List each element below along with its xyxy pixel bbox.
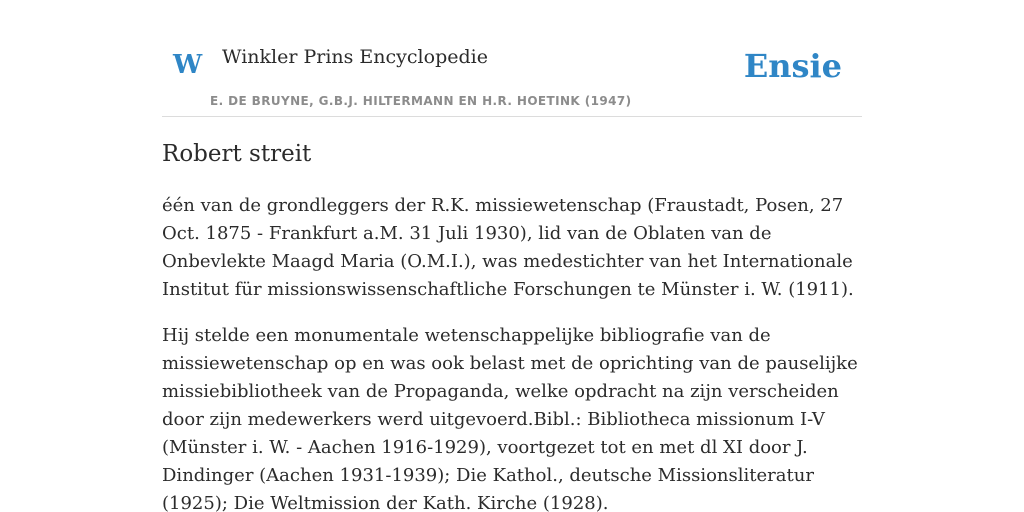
entry-title: Robert streit [162, 141, 312, 167]
header [162, 0, 862, 117]
encyclopedia-logo-icon[interactable]: W [173, 50, 203, 80]
ensie-brand-logo[interactable]: Ensie [743, 47, 842, 85]
book-title-link[interactable]: Winkler Prins Encyclopedie [222, 46, 488, 68]
book-authors: E. DE BRUYNE, G.B.J. HILTERMANN EN H.R. HOETINK (1947) [210, 94, 632, 108]
entry-body [162, 192, 862, 512]
entry-paragraph: Hij stelde een monumentale wetenschappelijke bibliografie van de missiewetenschap op en was ook belast met de oprichting van de pauselijke missiebibliotheek van de Propaganda, welke opdracht na zijn verscheiden door zijn medewerkers werd uitgevoerd.Bibl.: Bibliotheca missionum I-V (Münster i. W. - Aachen 1916-1929), voortgezet tot en met dl XI door J. Dindinger (Aachen 1931-1939); Die Kathol., deutsche Missionsliteratur (1925); Die Weltmission der Kath. Kirche (1928). [162, 325, 858, 512]
page [162, 0, 862, 512]
entry-paragraph: één van de grondleggers der R.K. missiewetenschap (Fraustadt, Posen, 27 Oct. 1875 - Frankfurt a.M. 31 Juli 1930), lid van de Oblaten van de Onbevlekte Maagd Maria (O.M.I.), was medestichter van het Internationale Institut für missionswissenschaftliche Forschungen te Münster i. W. (1911). [162, 195, 854, 300]
